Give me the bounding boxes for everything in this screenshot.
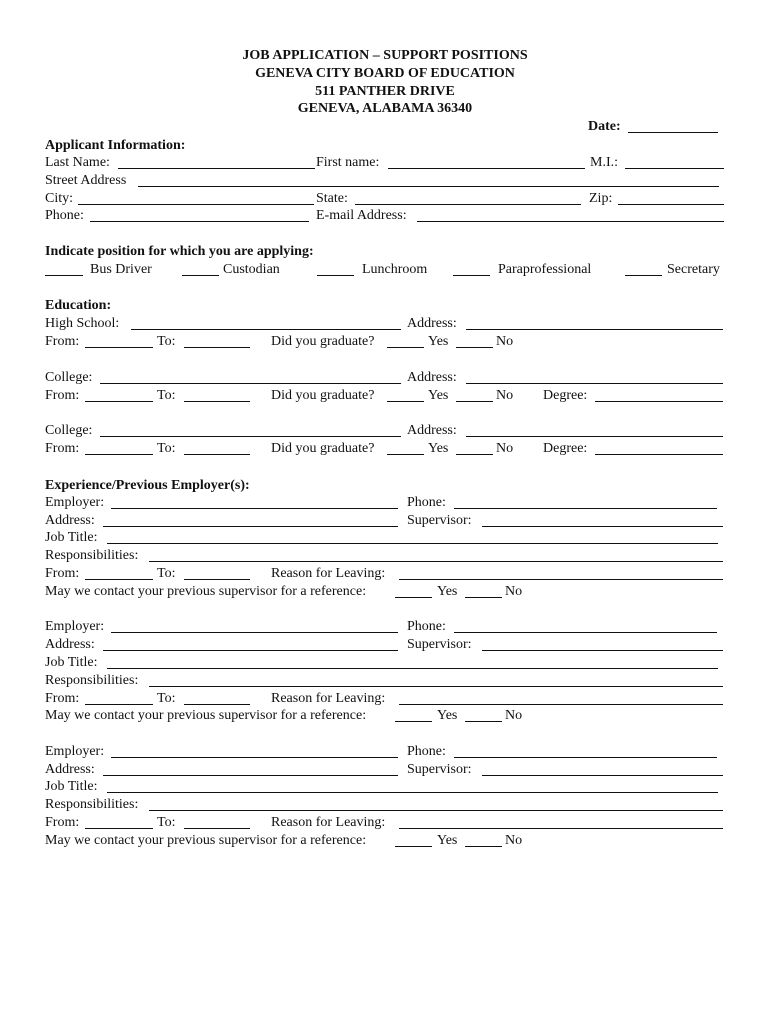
emp2-from-label: From:	[45, 691, 80, 706]
emp2-responsibilities-field[interactable]	[149, 686, 723, 687]
emp3-from-label: From:	[45, 815, 80, 830]
experience-heading-row	[45, 477, 724, 495]
emp1-contact-row	[45, 583, 724, 601]
hs-from-label: From:	[45, 334, 80, 349]
emp2-phone-label: Phone:	[407, 619, 446, 634]
emp3-job-title-field[interactable]	[107, 792, 718, 793]
college2-label: College:	[45, 423, 93, 438]
state-field[interactable]	[355, 204, 581, 205]
date-field[interactable]	[628, 132, 718, 133]
c1-from-field[interactable]	[85, 401, 153, 402]
date-row	[45, 118, 724, 136]
emp3-dates-row	[45, 814, 724, 832]
hs-yes-label: Yes	[428, 334, 449, 349]
college2-address-label: Address:	[407, 423, 457, 438]
emp1-job-title-field[interactable]	[107, 543, 718, 544]
lunchroom-blank[interactable]	[317, 275, 354, 276]
college2-row	[45, 422, 724, 440]
emp1-to-field[interactable]	[184, 579, 250, 580]
emp3-to-field[interactable]	[184, 828, 250, 829]
emp1-no-blank[interactable]	[465, 597, 502, 598]
bus-driver-blank[interactable]	[45, 275, 83, 276]
emp3-job-title-row	[45, 778, 724, 796]
high-school-address-field[interactable]	[466, 329, 723, 330]
high-school-field[interactable]	[131, 329, 401, 330]
city-row	[45, 190, 724, 208]
phone-row	[45, 207, 724, 225]
emp1-supervisor-field[interactable]	[482, 526, 723, 527]
emp3-reason-field[interactable]	[399, 828, 723, 829]
emp2-no-label: No	[505, 708, 523, 723]
last-name-field[interactable]	[118, 168, 315, 169]
c2-to-field[interactable]	[184, 454, 250, 455]
emp1-supervisor-label: Supervisor:	[407, 513, 472, 528]
emp2-reason-field[interactable]	[399, 704, 723, 705]
emp3-reason-label: Reason for Leaving:	[271, 815, 386, 830]
emp2-supervisor-field[interactable]	[482, 650, 723, 651]
emp1-address-field[interactable]	[103, 526, 398, 527]
emp2-job-title-label: Job Title:	[45, 655, 98, 670]
c1-no-label: No	[496, 388, 514, 403]
c1-degree-field[interactable]	[595, 401, 723, 402]
emp2-from-field[interactable]	[85, 704, 153, 705]
phone-label: Phone:	[45, 208, 84, 223]
emp3-employer-row	[45, 743, 724, 761]
last-name-label: Last Name:	[45, 155, 110, 170]
street-label: Street Address	[45, 173, 127, 188]
emp1-reason-field[interactable]	[399, 579, 723, 580]
option-bus-driver: Bus Driver	[90, 262, 152, 277]
emp2-reason-label: Reason for Leaving:	[271, 691, 386, 706]
college1-address-field[interactable]	[466, 383, 723, 384]
emp2-address-row	[45, 636, 724, 654]
college1-field[interactable]	[100, 383, 401, 384]
city-field[interactable]	[78, 204, 314, 205]
paraprofessional-blank[interactable]	[453, 275, 490, 276]
emp3-employer-label: Employer:	[45, 744, 105, 759]
emp2-contact-row	[45, 707, 724, 725]
college1-label: College:	[45, 370, 93, 385]
emp3-employer-field[interactable]	[111, 757, 398, 758]
c1-to-label: To:	[157, 388, 176, 403]
email-field[interactable]	[417, 221, 724, 222]
street-field[interactable]	[138, 186, 719, 187]
emp2-yes-blank[interactable]	[395, 721, 432, 722]
zip-field[interactable]	[618, 204, 724, 205]
emp2-phone-field[interactable]	[454, 632, 717, 633]
mi-field[interactable]	[625, 168, 724, 169]
position-heading: Indicate position for which you are applying:	[45, 244, 314, 259]
city-label: City:	[45, 191, 74, 206]
high-school-dates-row	[45, 333, 724, 351]
mi-label: M.I.:	[590, 155, 618, 170]
phone-field[interactable]	[90, 221, 309, 222]
emp1-to-label: To:	[157, 566, 176, 581]
option-custodian: Custodian	[223, 262, 280, 277]
applicant-heading-row	[45, 137, 724, 155]
emp1-job-title-row	[45, 529, 724, 547]
c1-graduate-label: Did you graduate?	[271, 388, 375, 403]
first-name-field[interactable]	[388, 168, 585, 169]
secretary-blank[interactable]	[625, 275, 662, 276]
emp3-yes-blank[interactable]	[395, 846, 432, 847]
high-school-address-label: Address:	[407, 316, 457, 331]
c2-no-label: No	[496, 441, 514, 456]
college2-dates-row	[45, 440, 724, 458]
emp2-employer-label: Employer:	[45, 619, 105, 634]
c1-degree-label: Degree:	[543, 388, 588, 403]
college2-field[interactable]	[100, 436, 401, 437]
emp2-contact-label: May we contact your previous supervisor for a reference:	[45, 708, 367, 723]
c1-no-blank[interactable]	[456, 401, 493, 402]
position-heading-row	[45, 243, 724, 261]
hs-from-field[interactable]	[85, 347, 153, 348]
state-label: State:	[316, 191, 348, 206]
emp1-employer-label: Employer:	[45, 495, 105, 510]
street-row	[45, 172, 724, 190]
emp2-address-field[interactable]	[103, 650, 398, 651]
hs-graduate-label: Did you graduate?	[271, 334, 375, 349]
c2-to-label: To:	[157, 441, 176, 456]
emp3-supervisor-label: Supervisor:	[407, 762, 472, 777]
c2-degree-label: Degree:	[543, 441, 588, 456]
emp3-responsibilities-field[interactable]	[149, 810, 723, 811]
c2-from-label: From:	[45, 441, 80, 456]
option-lunchroom: Lunchroom	[362, 262, 428, 277]
high-school-row	[45, 315, 724, 333]
emp1-yes-blank[interactable]	[395, 597, 432, 598]
emp3-address-field[interactable]	[103, 775, 398, 776]
emp2-employer-row	[45, 618, 724, 636]
email-label: E-mail Address:	[316, 208, 407, 223]
emp2-job-title-field[interactable]	[107, 668, 718, 669]
emp1-dates-row	[45, 565, 724, 583]
emp3-phone-field[interactable]	[454, 757, 717, 758]
first-name-label: First name:	[316, 155, 380, 170]
emp1-yes-label: Yes	[437, 584, 458, 599]
form-title: JOB APPLICATION – SUPPORT POSITIONS	[242, 48, 528, 63]
emp1-address-row	[45, 512, 724, 530]
education-heading-row	[45, 297, 724, 315]
emp3-yes-label: Yes	[437, 833, 458, 848]
emp3-job-title-label: Job Title:	[45, 779, 98, 794]
emp1-job-title-label: Job Title:	[45, 530, 98, 545]
hs-to-field[interactable]	[184, 347, 250, 348]
experience-heading: Experience/Previous Employer(s):	[45, 478, 250, 493]
emp2-responsibilities-label: Responsibilities:	[45, 673, 139, 688]
emp1-responsibilities-field[interactable]	[149, 561, 723, 562]
option-secretary: Secretary	[667, 262, 720, 277]
emp1-employer-field[interactable]	[111, 508, 398, 509]
applicant-heading: Applicant Information:	[45, 138, 186, 153]
college1-row	[45, 369, 724, 387]
c1-yes-label: Yes	[428, 388, 449, 403]
emp3-responsibilities-row	[45, 796, 724, 814]
emp3-no-label: No	[505, 833, 523, 848]
c2-degree-field[interactable]	[595, 454, 723, 455]
c1-from-label: From:	[45, 388, 80, 403]
emp3-contact-label: May we contact your previous supervisor for a reference:	[45, 833, 367, 848]
c2-yes-blank[interactable]	[387, 454, 424, 455]
emp1-reason-label: Reason for Leaving:	[271, 566, 386, 581]
emp3-contact-row	[45, 832, 724, 850]
hs-to-label: To:	[157, 334, 176, 349]
c2-from-field[interactable]	[85, 454, 153, 455]
organization-name: GENEVA CITY BOARD OF EDUCATION	[255, 66, 515, 81]
emp2-employer-field[interactable]	[111, 632, 398, 633]
position-options-row	[45, 261, 724, 279]
emp2-no-blank[interactable]	[465, 721, 502, 722]
college1-dates-row	[45, 387, 724, 405]
name-row	[45, 154, 724, 172]
organization-city: GENEVA, ALABAMA 36340	[297, 101, 473, 116]
hs-no-blank[interactable]	[456, 347, 493, 348]
emp2-job-title-row	[45, 654, 724, 672]
emp3-to-label: To:	[157, 815, 176, 830]
education-heading: Education:	[45, 298, 112, 313]
emp3-from-field[interactable]	[85, 828, 153, 829]
date-label: Date:	[588, 119, 621, 134]
college1-address-label: Address:	[407, 370, 457, 385]
emp1-phone-label: Phone:	[407, 495, 446, 510]
college2-address-field[interactable]	[466, 436, 723, 437]
emp1-employer-row	[45, 494, 724, 512]
c2-yes-label: Yes	[428, 441, 449, 456]
emp2-responsibilities-row	[45, 672, 724, 690]
emp3-phone-label: Phone:	[407, 744, 446, 759]
hs-yes-blank[interactable]	[387, 347, 424, 348]
c2-graduate-label: Did you graduate?	[271, 441, 375, 456]
emp2-dates-row	[45, 690, 724, 708]
custodian-blank[interactable]	[182, 275, 219, 276]
hs-no-label: No	[496, 334, 514, 349]
emp1-from-label: From:	[45, 566, 80, 581]
emp1-no-label: No	[505, 584, 523, 599]
emp1-address-label: Address:	[45, 513, 95, 528]
emp2-address-label: Address:	[45, 637, 95, 652]
emp1-phone-field[interactable]	[454, 508, 717, 509]
c1-yes-blank[interactable]	[387, 401, 424, 402]
c1-to-field[interactable]	[184, 401, 250, 402]
emp2-supervisor-label: Supervisor:	[407, 637, 472, 652]
emp3-no-blank[interactable]	[465, 846, 502, 847]
emp2-to-field[interactable]	[184, 704, 250, 705]
emp3-responsibilities-label: Responsibilities:	[45, 797, 139, 812]
option-paraprofessional: Paraprofessional	[498, 262, 592, 277]
emp3-supervisor-field[interactable]	[482, 775, 723, 776]
emp3-address-row	[45, 761, 724, 779]
c2-no-blank[interactable]	[456, 454, 493, 455]
emp1-from-field[interactable]	[85, 579, 153, 580]
high-school-label: High School:	[45, 316, 120, 331]
organization-street: 511 PANTHER DRIVE	[315, 84, 455, 99]
emp1-contact-label: May we contact your previous supervisor for a reference:	[45, 584, 367, 599]
emp2-yes-label: Yes	[437, 708, 458, 723]
emp2-to-label: To:	[157, 691, 176, 706]
zip-label: Zip:	[589, 191, 613, 206]
emp1-responsibilities-label: Responsibilities:	[45, 548, 139, 563]
emp3-address-label: Address:	[45, 762, 95, 777]
emp1-responsibilities-row	[45, 547, 724, 565]
